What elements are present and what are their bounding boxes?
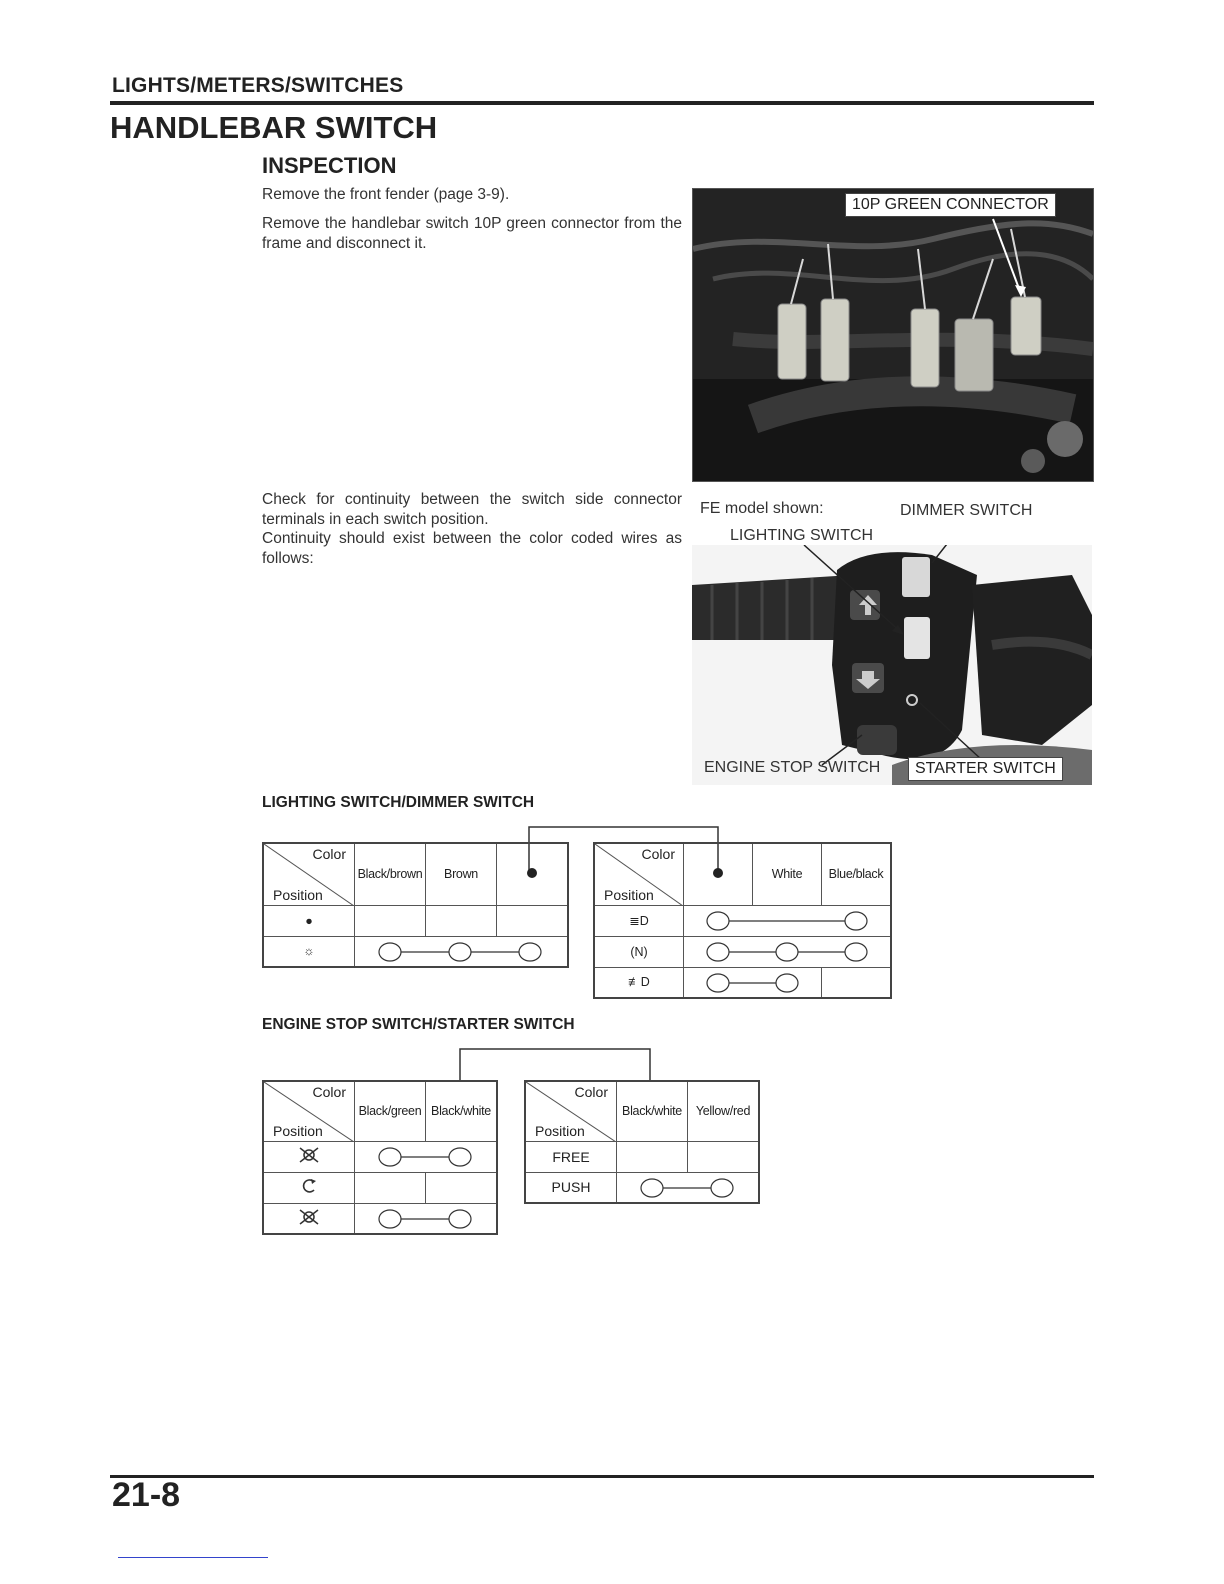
table-header-corner: Color Position — [263, 843, 355, 905]
position-high-beam: ≣D — [594, 905, 684, 936]
position-free: FREE — [525, 1141, 617, 1172]
instruction-continuity-wires: Continuity should exist between the color coded wires as follows: — [262, 530, 682, 567]
position-run-icon — [263, 1172, 355, 1203]
table-header-corner: Color Position — [525, 1081, 617, 1141]
dimmer-switch-label: DIMMER SWITCH — [900, 502, 1033, 519]
position-off-right-icon — [263, 1203, 355, 1234]
starter-switch-label: STARTER SWITCH — [908, 757, 1063, 781]
handlebar-switch-photo — [692, 545, 1092, 785]
column-header: Yellow/red — [688, 1081, 760, 1141]
continuity-row — [355, 936, 569, 967]
continuity-row — [684, 905, 892, 936]
table-header-corner: Color Position — [594, 843, 684, 905]
connector-photo-illustration — [693, 189, 1093, 481]
model-note: FE model shown: — [700, 500, 824, 517]
column-header: Black/green — [355, 1081, 426, 1141]
position-off-left-icon — [263, 1141, 355, 1172]
continuity-row — [355, 1141, 498, 1172]
column-header: Black/white — [617, 1081, 688, 1141]
section-subtitle: INSPECTION — [262, 153, 397, 178]
column-header: Black/white — [426, 1081, 498, 1141]
position-low-beam: ≢D — [594, 967, 684, 998]
position-off: ● — [263, 905, 355, 936]
table-header-corner: Color Position — [263, 1081, 355, 1141]
lighting-switch-label: LIGHTING SWITCH — [730, 527, 874, 544]
column-header: Black/brown — [355, 843, 426, 905]
column-header: Blue/black — [822, 843, 892, 905]
connector-callout: 10P GREEN CONNECTOR — [845, 193, 1056, 217]
footer-link-underline — [118, 1557, 268, 1558]
position-push: PUSH — [525, 1172, 617, 1203]
continuity-row — [684, 967, 822, 998]
column-header: White — [753, 843, 822, 905]
handlebar-switch-illustration — [692, 545, 1092, 785]
continuity-row — [684, 936, 892, 967]
continuity-row — [617, 1172, 760, 1203]
header-rule — [110, 101, 1094, 105]
column-header: Brown — [426, 843, 497, 905]
engine-stop-switch-table — [262, 1080, 498, 1235]
position-on: ☼ — [263, 936, 355, 967]
continuity-row — [355, 1203, 498, 1234]
instruction-disconnect-connector: Remove the handlebar switch 10P green connector from the frame and disconnect it. — [262, 215, 682, 252]
engine-stop-switch-label: ENGINE STOP SWITCH — [704, 759, 881, 776]
lighting-dimmer-caption: LIGHTING SWITCH/DIMMER SWITCH — [262, 794, 535, 811]
section-tag: LIGHTS/METERS/SWITCHES — [112, 74, 404, 97]
instruction-check-continuity: Check for continuity between the switch side connector terminals in each switch position. — [262, 491, 682, 528]
lighting-switch-table — [262, 842, 569, 968]
connector-photo — [692, 188, 1094, 482]
page-title: HANDLEBAR SWITCH — [110, 110, 438, 145]
engine-starter-caption: ENGINE STOP SWITCH/STARTER SWITCH — [262, 1016, 575, 1033]
page-number: 21-8 — [112, 1476, 181, 1514]
shared-wire-column — [497, 843, 569, 905]
shared-wire-column — [684, 843, 753, 905]
dimmer-switch-table — [593, 842, 892, 999]
engine-starter-shared-wire — [450, 1046, 660, 1082]
instruction-remove-fender: Remove the front fender (page 3-9). — [262, 186, 510, 203]
position-neutral: (N) — [594, 936, 684, 967]
footer-rule — [110, 1475, 1094, 1478]
starter-switch-table — [524, 1080, 760, 1204]
